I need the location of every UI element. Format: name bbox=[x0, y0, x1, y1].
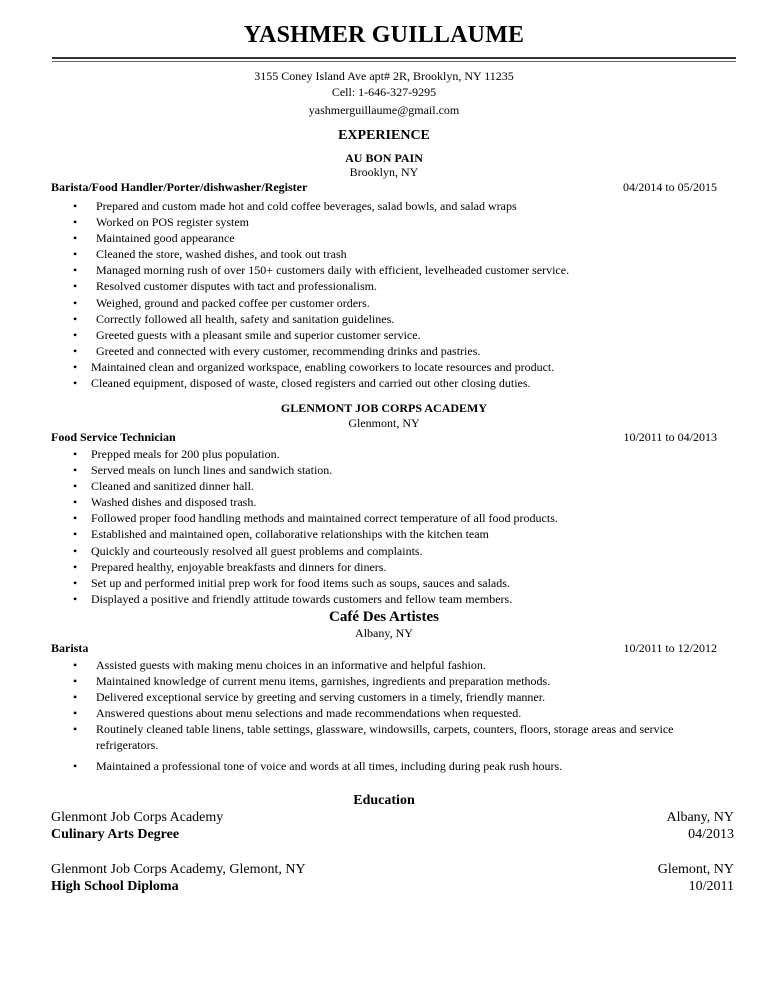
list-item: • Greeted guests with a pleasant smile and superior customer service. bbox=[0, 327, 569, 343]
list-item: • Followed proper food handling methods and maintained correct temperature of all food products. bbox=[0, 510, 558, 526]
address: 3155 Coney Island Ave apt# 2R, Brooklyn, NY 11235 bbox=[254, 69, 514, 83]
education-school: Glenmont Job Corps Academy bbox=[51, 810, 224, 825]
list-item: • Prepared and custom made hot and cold coffee beverages, salad bowls, and salad wraps bbox=[0, 198, 569, 214]
list-item: • Prepared healthy, enjoyable breakfasts and dinners for diners. bbox=[0, 559, 558, 575]
email: yashmerguillaume@gmail.com bbox=[308, 103, 460, 117]
list-item: • Greeted and connected with every customer, recommending drinks and pastries. bbox=[0, 343, 569, 359]
education-school: Glenmont Job Corps Academy, Glemont, NY bbox=[51, 862, 306, 877]
list-item: • Cleaned equipment, disposed of waste, closed registers and carried out other closing duties. bbox=[0, 375, 569, 391]
job-title: Barista bbox=[51, 641, 89, 655]
list-item: • Maintained a professional tone of voice and words at all times, including during peak rush hours. bbox=[0, 758, 691, 774]
education-degree: High School Diploma bbox=[51, 879, 179, 894]
list-item: • Answered questions about menu selections and made recommendations when requested. bbox=[0, 705, 691, 721]
employer-location: Albany, NY bbox=[355, 626, 413, 640]
list-item: • Managed morning rush of over 150+ customers daily with efficient, levelheaded customer service. bbox=[0, 262, 569, 278]
job-bullets bbox=[0, 446, 558, 607]
resume-name: YASHMER GUILLAUME bbox=[243, 22, 525, 48]
list-item: • Established and maintained open, collaborative relationships with the kitchen team bbox=[0, 526, 558, 542]
job-title: Food Service Technician bbox=[51, 430, 176, 444]
education-location: Glemont, NY bbox=[657, 862, 734, 877]
employer-location: Glenmont, NY bbox=[348, 416, 420, 430]
employer-name: Café Des Artistes bbox=[329, 609, 439, 625]
list-item: • Cleaned and sanitized dinner hall. bbox=[0, 478, 558, 494]
list-item: • Routinely cleaned table linens, table settings, glassware, windowsills, carpets, counters, floors, storage areas and service refrigerators. bbox=[0, 721, 691, 753]
list-item: • Assisted guests with making menu choices in an informative and helpful fashion. bbox=[0, 657, 691, 673]
education-date: 10/2011 bbox=[688, 879, 734, 894]
job-bullets bbox=[0, 198, 569, 391]
list-item: • Maintained good appearance bbox=[0, 230, 569, 246]
education-heading: Education bbox=[353, 793, 415, 808]
list-item: • Maintained clean and organized workspace, enabling coworkers to locate resources and product. bbox=[0, 359, 569, 375]
list-item: • Maintained knowledge of current menu items, garnishes, ingredients and preparation methods. bbox=[0, 673, 691, 689]
list-item: • Quickly and courteously resolved all guest problems and complaints. bbox=[0, 543, 558, 559]
job-title: Barista/Food Handler/Porter/dishwasher/Register bbox=[51, 180, 308, 194]
list-item: • Delivered exceptional service by greeting and serving customers in a timely, friendly manner. bbox=[0, 689, 691, 705]
education-date: 04/2013 bbox=[688, 827, 734, 842]
job-bullets bbox=[0, 657, 691, 774]
list-item: • Cleaned the store, washed dishes, and took out trash bbox=[0, 246, 569, 262]
phone: Cell: 1-646-327-9295 bbox=[331, 85, 437, 99]
employer-name: AU BON PAIN bbox=[345, 151, 423, 165]
list-item: • Displayed a positive and friendly attitude towards customers and fellow team members. bbox=[0, 591, 558, 607]
list-item: • Weighed, ground and packed coffee per customer orders. bbox=[0, 295, 569, 311]
job-dates: 10/2011 to 12/2012 bbox=[623, 641, 717, 655]
header-rule bbox=[52, 57, 736, 59]
experience-heading: EXPERIENCE bbox=[338, 128, 430, 143]
job-dates: 04/2014 to 05/2015 bbox=[622, 180, 717, 194]
list-item: • Washed dishes and disposed trash. bbox=[0, 494, 558, 510]
education-location: Albany, NY bbox=[666, 810, 734, 825]
list-item: • Prepped meals for 200 plus population. bbox=[0, 446, 558, 462]
employer-name: GLENMONT JOB CORPS ACADEMY bbox=[280, 401, 488, 415]
employer-location: Brooklyn, NY bbox=[349, 165, 419, 179]
list-item: • Resolved customer disputes with tact and professionalism. bbox=[0, 278, 569, 294]
list-item: • Served meals on lunch lines and sandwich station. bbox=[0, 462, 558, 478]
list-item: • Correctly followed all health, safety and sanitation guidelines. bbox=[0, 311, 569, 327]
list-item: • Set up and performed initial prep work for food items such as soups, sauces and salads. bbox=[0, 575, 558, 591]
list-item: • Worked on POS register system bbox=[0, 214, 569, 230]
header-rule-thin bbox=[52, 61, 736, 62]
education-degree: Culinary Arts Degree bbox=[51, 827, 180, 842]
job-dates: 10/2011 to 04/2013 bbox=[623, 430, 717, 444]
